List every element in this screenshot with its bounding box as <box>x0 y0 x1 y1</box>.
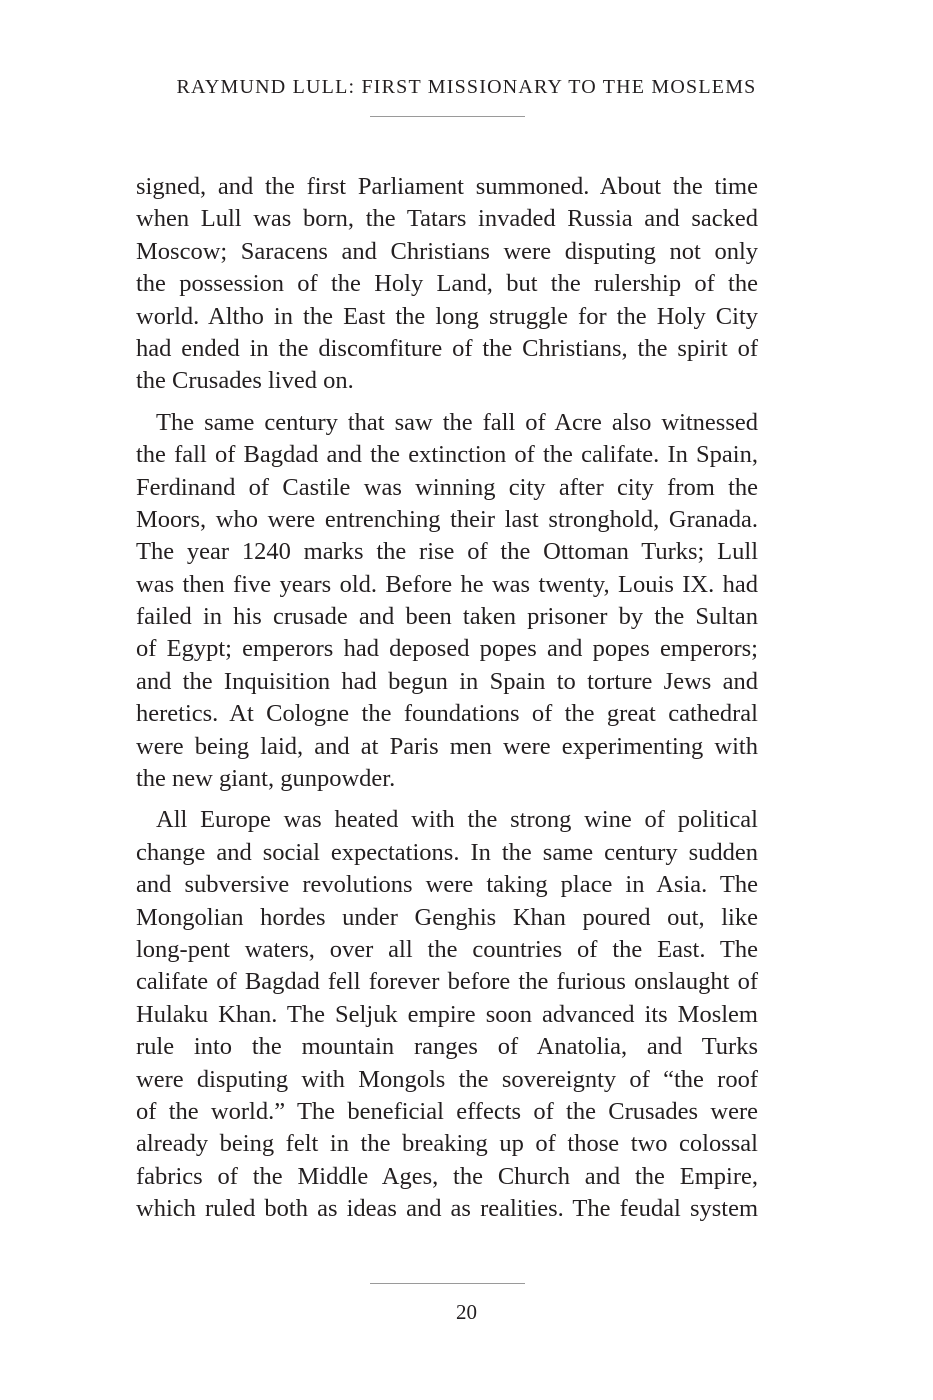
text-line: Moscow; Saracens and Christians were disputing not only <box>136 237 758 265</box>
text-line: califate of Bagdad fell forever before the furious onslaught of <box>136 968 758 996</box>
text-line: the possession of the Holy Land, but the rulership of the <box>136 270 758 298</box>
text-line: world. Altho in the East the long struggle for the Holy City <box>136 302 758 330</box>
text-line: was then five years old. Before he was twenty, Louis IX. had <box>136 570 758 598</box>
text-line: already being felt in the breaking up of those two colossal <box>136 1130 758 1158</box>
text-line: The same century that saw the fall of Acre also witnessed <box>156 408 758 436</box>
text-line: change and social expectations. In the same century sudden <box>136 838 758 866</box>
text-line: signed, and the first Parliament summoned. About the time <box>136 173 758 200</box>
text-line: Hulaku Khan. The Seljuk empire soon advanced its Moslem <box>136 1000 758 1028</box>
text-line: were being laid, and at Paris men were experimenting with <box>136 732 758 760</box>
running-head: RAYMUND LULL: FIRST MISSIONARY TO THE MOSLEMS <box>176 76 757 98</box>
text-line: of Egypt; emperors had deposed popes and popes emperors; <box>136 635 758 663</box>
text-line: Ferdinand of Castile was winning city after city from the <box>136 473 758 501</box>
text-line: and the Inquisition had begun in Spain to torture Jews and <box>136 667 758 695</box>
text-line: heretics. At Cologne the foundations of the great cathedral <box>136 700 758 728</box>
text-line: of the world.” The beneficial effects of the Crusades were <box>136 1097 758 1125</box>
text-line: fabrics of the Middle Ages, the Church and the Empire, <box>136 1162 758 1190</box>
text-line: long-pent waters, over all the countries of the East. The <box>136 935 758 963</box>
text-line: and subversive revolutions were taking place in Asia. The <box>136 871 758 899</box>
paragraph-2 <box>136 407 758 796</box>
text-line: the new giant, gunpowder. <box>136 765 396 793</box>
footer-rule <box>370 1283 525 1284</box>
text-line: the Crusades lived on. <box>136 367 354 395</box>
body-text <box>136 171 758 1226</box>
text-line: were disputing with Mongols the sovereignty of “the roof <box>136 1065 758 1093</box>
text-line: had ended in the discomfiture of the Christians, the spirit of <box>136 334 758 362</box>
header-rule <box>370 116 525 117</box>
text-line: rule into the mountain ranges of Anatolia, and Turks <box>136 1033 758 1061</box>
text-line: Moors, who were entrenching their last stronghold, Granada. <box>136 505 758 533</box>
text-line: All Europe was heated with the strong wine of political <box>156 806 758 834</box>
text-line: which ruled both as ideas and as realities. The feudal system <box>136 1195 758 1223</box>
paragraph-1 <box>136 171 758 398</box>
text-line: The year 1240 marks the rise of the Ottoman Turks; Lull <box>136 538 758 566</box>
text-line: the fall of Bagdad and the extinction of the califate. In Spain, <box>136 441 758 469</box>
paragraph-3 <box>136 804 758 1225</box>
text-line: failed in his crusade and been taken prisoner by the Sultan <box>136 603 758 631</box>
text-line: Mongolian hordes under Genghis Khan poured out, like <box>136 903 758 931</box>
page-number: 20 <box>456 1300 477 1324</box>
text-line: when Lull was born, the Tatars invaded Russia and sacked <box>136 205 758 233</box>
